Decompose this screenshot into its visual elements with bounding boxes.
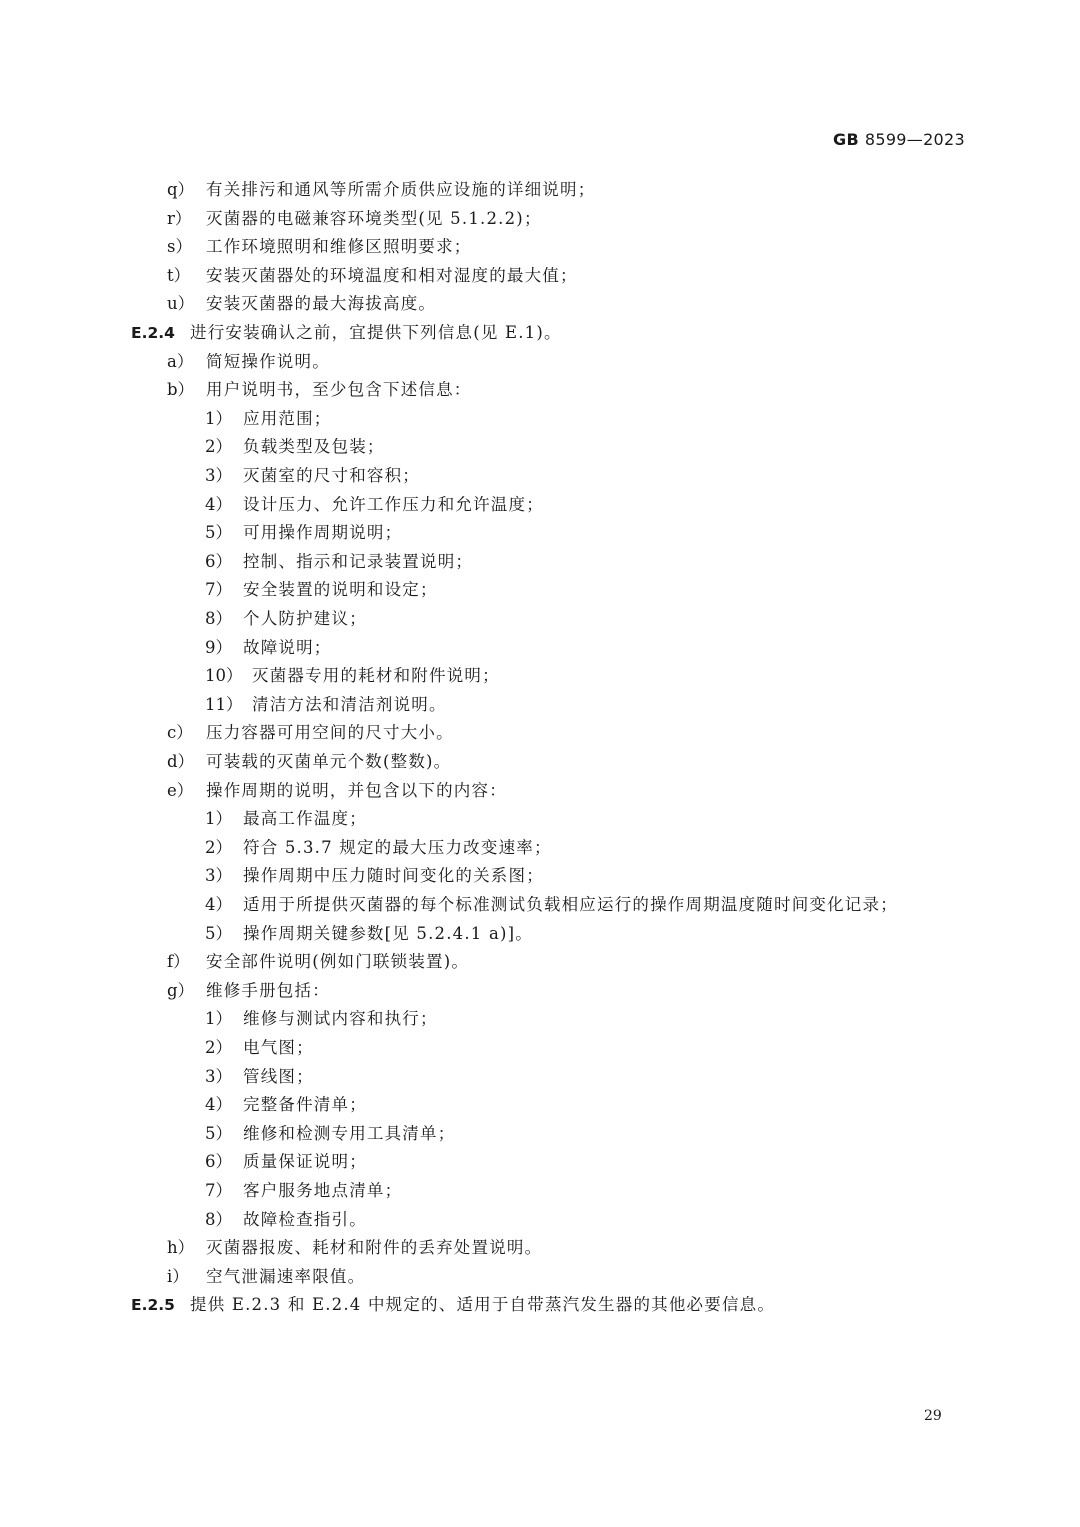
item-text: 简短操作说明。: [206, 351, 330, 371]
item-text: 故障检查指引。: [243, 1209, 367, 1229]
item-marker: 5）: [205, 1123, 232, 1143]
item-text: 应用范围；: [243, 408, 332, 428]
item-marker: 1）: [205, 809, 232, 829]
item-marker: 10）: [205, 666, 243, 686]
item-marker: e）: [167, 780, 194, 800]
item-marker: b）: [167, 380, 195, 400]
clause-number: E.2.5: [131, 1296, 175, 1315]
item-marker: 6）: [205, 551, 232, 571]
item-text: 维修手册包括：: [206, 980, 330, 1000]
item-marker: 4）: [205, 895, 232, 914]
item-marker: g）: [167, 980, 195, 1000]
item-marker: 3）: [205, 1066, 232, 1086]
item-marker: 5）: [205, 523, 232, 543]
item-marker: 8）: [205, 609, 232, 628]
item-text: 维修与测试内容和执行；: [243, 1009, 438, 1029]
item-marker: 4）: [205, 494, 232, 514]
standard-year: 8599—2023: [864, 130, 965, 149]
item-text: 灭菌器专用的耗材和附件说明；: [252, 666, 500, 686]
item-marker: 6）: [205, 1152, 232, 1172]
item-marker: 2）: [205, 437, 232, 457]
item-marker: 7）: [205, 580, 232, 600]
item-text: 控制、指示和记录装置说明；: [243, 551, 474, 571]
item-marker: c）: [167, 723, 193, 743]
item-marker: d）: [167, 752, 195, 771]
item-text: 工作环境照明和维修区照明要求；: [206, 237, 472, 257]
item-text: 故障说明；: [243, 637, 332, 657]
item-marker: 8）: [205, 1209, 232, 1229]
clause-number: E.2.4: [131, 324, 175, 342]
page-number: 29: [924, 1408, 942, 1424]
item-marker: f）: [167, 952, 190, 972]
standard-code: GB: [833, 130, 859, 149]
item-text: 安装灭菌器的最大海拔高度。: [206, 294, 437, 314]
item-text: 设计压力、允许工作压力和允许温度；: [243, 494, 544, 514]
item-text: 个人防护建议；: [243, 609, 367, 628]
item-marker: 1）: [205, 408, 232, 428]
item-marker: 3）: [205, 466, 232, 485]
item-marker: h）: [167, 1238, 195, 1258]
item-marker: q）: [167, 180, 195, 199]
item-text: 电气图；: [243, 1038, 314, 1057]
item-text: 操作周期关键参数[见 5.2.4.1 a)]。: [243, 923, 533, 943]
item-marker: 4）: [205, 1095, 232, 1115]
item-marker: 2）: [205, 837, 232, 857]
item-text: 压力容器可用空间的尺寸大小。: [206, 723, 454, 743]
item-text: 质量保证说明；: [243, 1152, 367, 1172]
item-text: 清洁方法和清洁剂说明。: [252, 694, 447, 714]
item-marker: 9）: [205, 637, 232, 657]
item-marker: t）: [167, 265, 191, 285]
item-marker: u）: [167, 294, 195, 314]
item-text: 灭菌室的尺寸和容积；: [243, 466, 420, 485]
item-marker: 2）: [205, 1038, 232, 1057]
item-text: 完整备件清单；: [243, 1095, 367, 1115]
item-text: 灭菌器的电磁兼容环境类型(见 5.1.2.2)；: [206, 208, 542, 228]
item-text: 空气泄漏速率限值。: [206, 1266, 366, 1286]
item-marker: 5）: [205, 923, 232, 943]
item-marker: a）: [167, 351, 194, 371]
item-text: 符合 5.3.7 规定的最大压力改变速率；: [243, 837, 552, 857]
item-text: 操作周期的说明，并包含以下的内容：: [206, 780, 507, 800]
item-text: 安全装置的说明和设定；: [243, 580, 438, 600]
item-text: 管线图；: [243, 1066, 314, 1086]
item-marker: 11）: [205, 694, 243, 714]
item-text: 操作周期中压力随时间变化的关系图；: [243, 866, 544, 886]
item-marker: 3）: [205, 866, 232, 886]
item-marker: 7）: [205, 1181, 232, 1200]
item-text: 用户说明书，至少包含下述信息：: [206, 380, 472, 400]
item-text: 负载类型及包装；: [243, 437, 385, 457]
item-text: 可用操作周期说明；: [243, 523, 403, 543]
item-marker: s）: [167, 237, 192, 257]
item-text: 提供 E.2.3 和 E.2.4 中规定的、适用于自带蒸汽发生器的其他必要信息。: [190, 1295, 776, 1315]
item-text: 安装灭菌器处的环境温度和相对湿度的最大值；: [206, 265, 578, 285]
item-marker: r）: [167, 208, 192, 228]
item-text: 客户服务地点清单；: [243, 1181, 403, 1200]
standard-number: [833, 130, 965, 149]
item-text: 灭菌器报废、耗材和附件的丢弃处置说明。: [206, 1238, 543, 1258]
item-text: 适用于所提供灭菌器的每个标准测试负载相应运行的操作周期温度随时间变化记录；: [243, 895, 898, 914]
item-text: 有关排污和通风等所需介质供应设施的详细说明；: [206, 180, 596, 199]
item-text: 维修和检测专用工具清单；: [243, 1123, 456, 1143]
item-text: 可装载的灭菌单元个数(整数)。: [206, 752, 452, 771]
item-text: 最高工作温度；: [243, 809, 367, 829]
item-text: 安全部件说明(例如门联锁装置)。: [206, 952, 470, 972]
item-marker: 1）: [205, 1009, 232, 1029]
item-marker: i）: [167, 1266, 189, 1286]
item-text: 进行安装确认之前，宜提供下列信息(见 E.1)。: [190, 323, 562, 342]
